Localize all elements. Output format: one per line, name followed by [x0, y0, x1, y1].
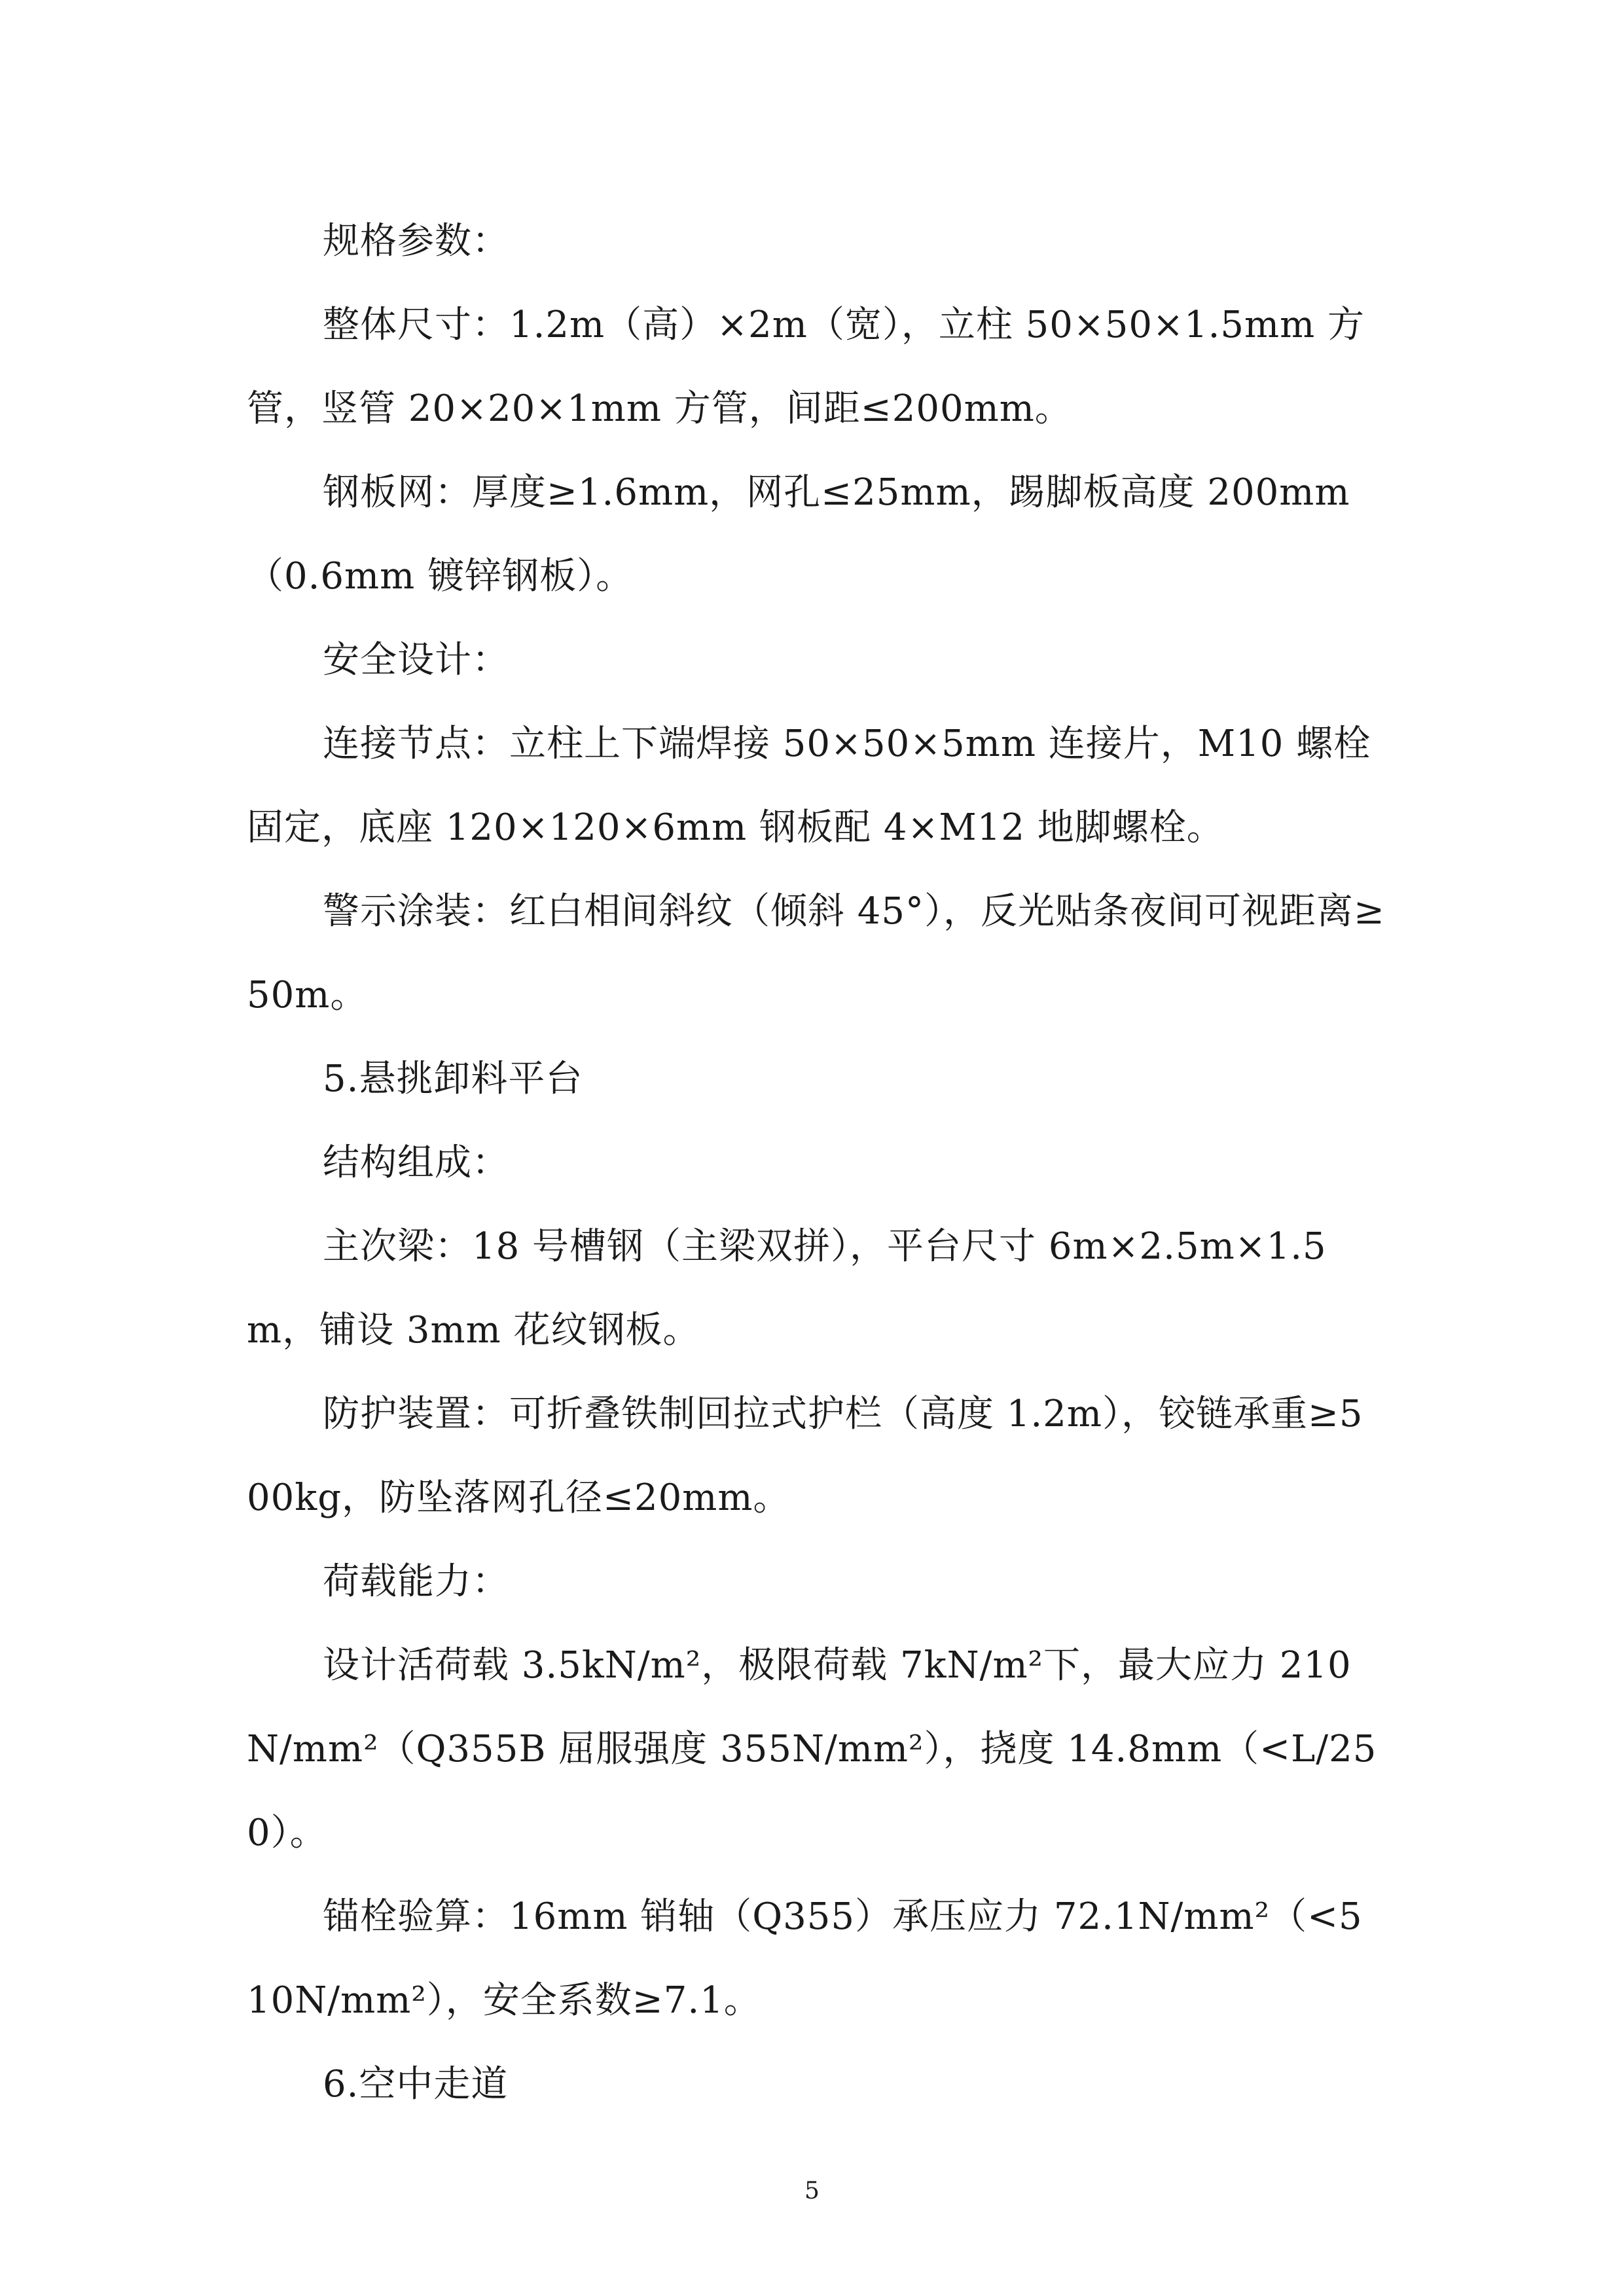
heading-spec-params: 规格参数： [323, 220, 509, 262]
paragraph-overall-size: 整体尺寸：1.2m（高）×2m（宽），立柱 50×50×1.5mm 方管，竖管 20×20×1mm 方管，间距≤200mm。 [247, 304, 1365, 430]
paragraph-anchor-check: 锚栓验算：16mm 销轴（Q355）承压应力 72.1N/mm²（<510N/mm²），安全系数≥7.1。 [247, 1895, 1363, 2022]
heading-structure: 结构组成： [323, 1141, 509, 1184]
heading-safety-design: 安全设计： [323, 639, 509, 681]
paragraph-warning-paint: 警示涂装：红白相间斜纹（倾斜 45°），反光贴条夜间可视距离≥50m。 [247, 890, 1385, 1016]
paragraph-connection-nodes: 连接节点：立柱上下端焊接 50×50×5mm 连接片，M10 螺栓固定，底座 120×120×6mm 钢板配 4×M12 地脚螺栓。 [247, 723, 1371, 849]
paragraph-main-beams: 主次梁：18 号槽钢（主梁双拼），平台尺寸 6m×2.5m×1.5m，铺设 3mm 花纹钢板。 [247, 1225, 1327, 1352]
page-number: 5 [804, 2178, 820, 2204]
paragraph-steel-mesh: 钢板网：厚度≥1.6mm，网孔≤25mm，踢脚板高度 200mm（0.6mm 镀锌钢板）。 [247, 471, 1350, 598]
section-heading-skywalk: 6.空中走道 [323, 2063, 509, 2106]
heading-load-capacity: 荷载能力： [323, 1560, 509, 1603]
document-body [247, 200, 1386, 2126]
paragraph-protection-devices: 防护装置：可折叠铁制回拉式护栏（高度 1.2m），铰链承重≥500kg，防坠落网孔径≤20mm。 [247, 1393, 1363, 1519]
paragraph-design-load: 设计活荷载 3.5kN/m²，极限荷载 7kN/m²下，最大应力 210N/mm²（Q355B 屈服强度 355N/mm²），挠度 14.8mm（<L/250）。 [247, 1644, 1377, 1854]
section-heading-cantilever-platform: 5.悬挑卸料平台 [323, 1058, 583, 1100]
